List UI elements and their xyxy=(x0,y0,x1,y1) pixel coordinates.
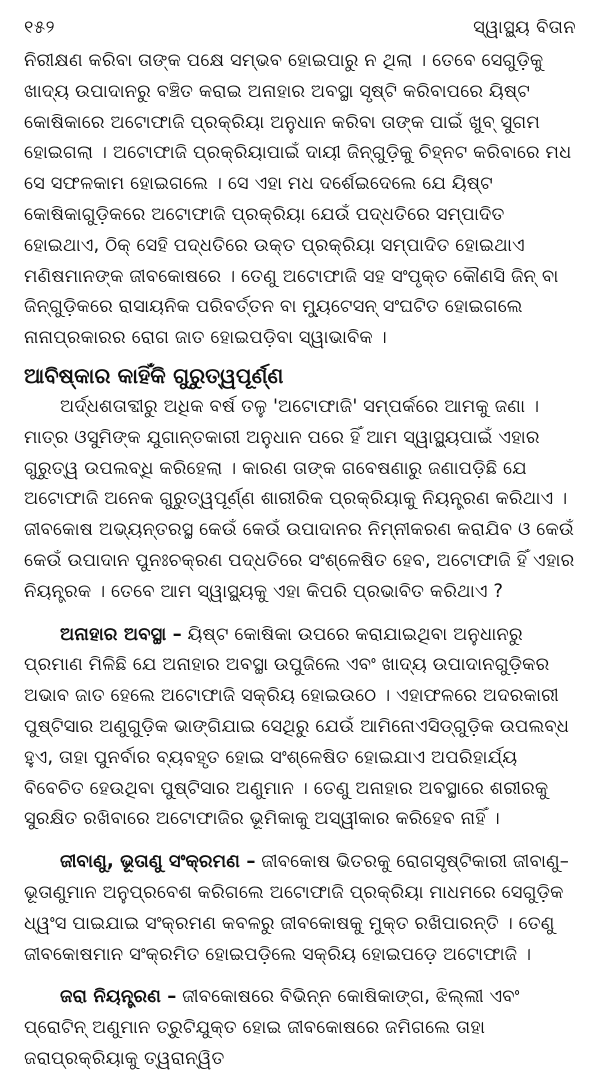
page-number: ୧୫୨ xyxy=(24,17,56,38)
paragraph-infection-text: ଜୀବକୋଷ ଭିତରକୁ ରୋଗସୃଷ୍ଟିକାରୀ ଜୀବାଣୁ–ଭୂତାଣୁମାନ ଅନୁପ୍ରବେଶ କରିଗଲେ ଅଟୋଫାଜି ପ୍ରକ୍ରିୟା ମାଧମରେ ସେଗୁଡ଼ିକ ଧ୍ୱଂସ ପାଇଯାଇ ସଂକ୍ରମଣ କବଳରୁ ଜୀବକୋଷକୁ ମୁକ୍ତ ରଖିପାରନ୍ତି । ତେଣୁ ଜୀବକୋଷମାନ ସଂକ୍ରମିତ ହୋଇପଡ଼ିଲେ ସକ୍ରିୟ ହୋଇପଡ଼େ ଅଟୋଫାଜି । xyxy=(24,851,569,965)
running-header xyxy=(24,16,576,46)
book-title: ସ୍ୱାସ୍ଥ୍ୟ ବିତାନ xyxy=(473,17,576,38)
section-heading: ଆବିଷ୍କାର କାହିଁକି ଗୁରୁତ୍ୱପୂର୍ଣ୍ଣ xyxy=(24,363,284,388)
paragraph-gap xyxy=(24,835,576,847)
paragraph-infection xyxy=(24,847,576,970)
paragraph-aging-text: ଜୀବକୋଷରେ ବିଭିନ୍ନ କୋଷିକାଙ୍ଗ, ଝିଲ୍ଲୀ ଏବଂ ପ୍ରୋଟିନ୍ ଅଣୁମାନ ତ୍ରୁଟିଯୁକ୍ତ ହୋଇ ଜୀବକୋଷରେ ଜମିଗଲେ ତାହା ଜରାପ୍ରକ୍ରିୟାକୁ ତ୍ୱରାନ୍ୱିତ xyxy=(24,986,520,1069)
paragraph-starvation-text: ୟିଷ୍ଟ କୋଷିକା ଉପରେ କରାଯାଇଥିବା ଅନୁଧାନରୁ ପ୍ରମାଣ ମିଳିଛି ଯେ ଅନାହାର ଅବସ୍ଥା ଉପୁଜିଲେ ଏବଂ ଖାଦ୍ୟ ଉପାଦାନଗୁଡ଼ିକର ଅଭାବ ଜାତ ହେଲେ ଅଟୋଫାଜି ସକ୍ରିୟ ହୋଇଉଠେ । ଏହାଫଳରେ ଅଦରକାରୀ ପୁଷ୍ଟିସାର ଅଣୁଗୁଡ଼ିକ ଭାଙ୍ଗିଯାଇ ସେଥିରୁ ଯେଉଁ ଆମିନୋଏସିଡ୍‌ଗୁଡ଼ିକ ଉପଲବ୍ଧ ହୁଏ, ତାହା ପୁନର୍ବାର ବ୍ୟବହୃତ ହୋଇ ସଂଶ୍ଳେଷିତ ହୋଇଯାଏ ଅପରିହାର୍ଯ୍ୟ ବିବେଚିତ ହେଉଥିବା ପୁଷ୍ଟିସାର ଅଣୁମାନ । ତେଣୁ ଅନାହାର ଅବସ୍ଥାରେ ଶରୀରକୁ ସୁରକ୍ଷିତ ରଖିବାରେ ଅଟୋଫାଜିର ଭୂମିକାକୁ ଅସ୍ୱୀକାର କରିହେବ ନାହିଁ । xyxy=(24,623,570,830)
paragraph-continuation: ନିରୀକ୍ଷଣ କରିବା ତାଙ୍କ ପକ୍ଷେ ସମ୍ଭବ ହୋଇପାରୁ ନ ଥିଲା । ତେବେ ସେଗୁଡ଼ିକୁ ଖାଦ୍ୟ ଉପାଦାନରୁ ବଞ୍ଚିତ କରାଇ ଅନାହାର ଅବସ୍ଥା ସୃଷ୍ଟି କରିବାପରେ ୟିଷ୍ଟ କୋଷିକାରେ ଅଟୋଫାଜି ପ୍ରକ୍ରିୟା ଅନୁଧାନ କରିବା ତାଙ୍କ ପାଇଁ ଖୁବ୍ ସୁଗମ ହୋଇଗଲା । ଅଟୋଫାଜି ପ୍ରକ୍ରିୟାପାଇଁ ଦାୟୀ ଜିନ୍‌ଗୁଡ଼ିକୁ ଚିହ୍ନଟ କରିବାରେ ମଧ ସେ ସଫଳକାମ ହୋଇଗଲେ । ସେ ଏହା ମଧ ଦର୍ଶେଇଦେଲେ ଯେ ୟିଷ୍ଟ କୋଷିକାଗୁଡ଼ିକରେ ଅଟୋଫାଜି ପ୍ରକ୍ରିୟା ଯେଉଁ ପଦ୍ଧତିରେ ସମ୍ପାଦିତ ହୋଇଥାଏ, ଠିକ୍ ସେହି ପଦ୍ଧତିରେ ଉକ୍ତ ପ୍ରକ୍ରିୟା ସମ୍ପାଦିତ ହୋଇଥାଏ ମଣିଷମାନଙ୍କ ଜୀବକୋଷରେ । ତେଣୁ ଅଟୋଫାଜି ସହ ସଂପୃକ୍ତ କୌଣସି ଜିନ୍ ବା ଜିନ୍‌ଗୁଡ଼ିକରେ ରାସାୟନିକ ପରିବର୍ତ୍ତନ ବା ମ୍ୟୁଟେସନ୍ ସଂଘଟିତ ହୋଇଗଲେ ନାନାପ୍ରକାରର ରୋଗ ଜାତ ହୋଇପଡ଼ିବା ସ୍ୱାଭାବିକ । xyxy=(24,50,572,349)
paragraph-aging xyxy=(24,982,576,1074)
term-aging: ଜରା ନିୟନ୍ତ୍ରଣ – xyxy=(60,986,177,1008)
paragraph-gap xyxy=(24,608,576,620)
term-infection: ଜୀବାଣୁ, ଭୂତାଣୁ ସଂକ୍ରମଣ – xyxy=(60,851,256,873)
paragraph-gap xyxy=(24,970,576,982)
paragraph-starvation xyxy=(24,620,576,836)
term-starvation: ଅନାହାର ଅବସ୍ଥା – xyxy=(60,623,182,645)
paragraph-significance: ଅର୍ଦ୍ଧଶତାବ୍ଦୀରୁ ଅଧିକ ବର୍ଷ ତଳୁ 'ଅଟୋଫାଜି' ସମ୍ପର୍କରେ ଆମକୁ ଜଣା । ମାତ୍ର ଓସୁମିଙ୍କ ଯୁଗାନ୍ତକାରୀ ଅନୁଧାନ ପରେ ହିଁ ଆମ ସ୍ୱାସ୍ଥ୍ୟପାଇଁ ଏହାର ଗୁରୁତ୍ୱ ଉପଲବ୍ଧି କରିହେଲା । କାରଣ ତାଙ୍କ ଗବେଷଣାରୁ ଜଣାପଡ଼ିଛି ଯେ ଅଟୋଫାଜି ଅନେକ ଗୁରୁତ୍ୱପୂର୍ଣ୍ଣ ଶାରୀରିକ ପ୍ରକ୍ରିୟାକୁ ନିୟନ୍ତ୍ରଣ କରିଥାଏ । ଜୀବକୋଷ ଅଭ୍ୟନ୍ତରସ୍ଥ କେଉଁ କେଉଁ ଉପାଦାନର ନିମ୍ନୀକରଣ କରାଯିବ ଓ କେଉଁ କେଉଁ ଉପାଦାନ ପୁନଃଚକ୍ରଣ ପଦ୍ଧତିରେ ସଂଶ୍ଳେଷିତ ହେବ, ଅଟୋଫାଜି ହିଁ ଏହାର ନିୟନ୍ତ୍ରକ । ତେବେ ଆମ ସ୍ୱାସ୍ଥ୍ୟକୁ ଏହା କିପରି ପ୍ରଭାବିତ କରିଥାଏ ? xyxy=(24,395,575,602)
